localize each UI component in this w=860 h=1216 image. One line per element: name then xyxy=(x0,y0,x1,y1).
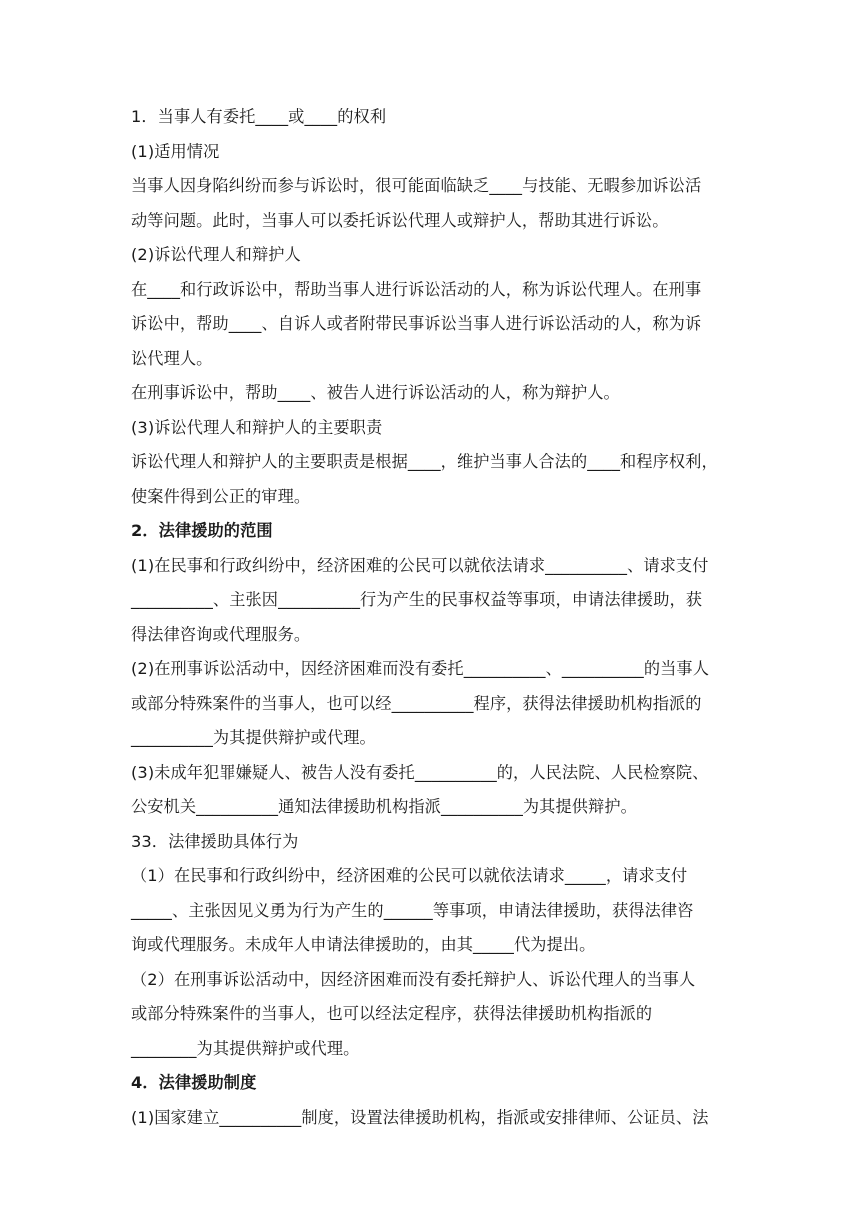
item-1-title: 1．当事人有委托____或____的权利 xyxy=(131,107,387,126)
subsection-1-1-heading: (1)适用情况 xyxy=(131,141,220,161)
paragraph-line: 询或代理服务。未成年人申请法律援助的，由其_____代为提出。 xyxy=(131,935,596,954)
paragraph-line: 讼代理人。 xyxy=(131,348,213,368)
paragraph-line: 动等问题。此时，当事人可以委托诉讼代理人或辩护人，帮助其进行诉讼。 xyxy=(131,210,669,230)
document-body xyxy=(131,100,737,1135)
paragraph-line: 或部分特殊案件的当事人，也可以经法定程序，获得法律援助机构指派的 xyxy=(131,1004,653,1023)
paragraph-line: (2)在刑事诉讼活动中，因经济困难而没有委托__________、__________的当事人 xyxy=(131,659,710,678)
paragraph-line: __________、主张因__________行为产生的民事权益等事项，申请法律援助，获 xyxy=(131,590,703,609)
paragraph-line: (1)国家建立__________制度，设置法律援助机构，指派或安排律师、公证员、法 xyxy=(131,1107,709,1127)
paragraph-line: __________为其提供辩护或代理。 xyxy=(131,728,376,747)
subsection-1-2-heading: (2)诉讼代理人和辩护人 xyxy=(131,245,301,264)
paragraph-line: 诉讼代理人和辩护人的主要职责是根据____，维护当事人合法的____和程序权利， xyxy=(131,452,718,471)
section-2-heading: 2．法律援助的范围 xyxy=(131,521,273,540)
paragraph-line: （2）在刑事诉讼活动中，因经济困难而没有委托辩护人、诉讼代理人的当事人 xyxy=(131,969,696,989)
section-4-heading: 4．法律援助制度 xyxy=(131,1073,257,1092)
paragraph-line: _____、主张因见义勇为行为产生的______等事项，申请法律援助，获得法律咨 xyxy=(131,900,694,920)
paragraph-line: (3)未成年犯罪嫌疑人、被告人没有委托__________的，人民法院、人民检察院、 xyxy=(131,762,709,782)
paragraph-line: 使案件得到公正的审理。 xyxy=(131,486,311,506)
paragraph-line: (1)在民事和行政纠纷中，经济困难的公民可以就依法请求__________、请求支付 xyxy=(131,555,709,575)
paragraph-line: 在刑事诉讼中，帮助____、被告人进行诉讼活动的人，称为辩护人。 xyxy=(131,383,620,402)
paragraph-line: 公安机关__________通知法律援助机构指派__________为其提供辩护。 xyxy=(131,797,637,816)
paragraph-line: 得法律咨询或代理服务。 xyxy=(131,624,311,644)
paragraph-line: （1）在民事和行政纠纷中，经济困难的公民可以就依法请求_____，请求支付 xyxy=(131,866,688,885)
paragraph-line: 在____和行政诉讼中，帮助当事人进行诉讼活动的人，称为诉讼代理人。在刑事 xyxy=(131,279,702,299)
paragraph-line: 或部分特殊案件的当事人，也可以经__________程序，获得法律援助机构指派的 xyxy=(131,693,702,713)
section-33-heading: 33．法律援助具体行为 xyxy=(131,831,299,851)
paragraph-line: ________为其提供辩护或代理。 xyxy=(131,1038,360,1058)
paragraph-line: 当事人因身陷纠纷而参与诉讼时，很可能面临缺乏____与技能、无暇参加诉讼活 xyxy=(131,176,702,195)
paragraph-line: 诉讼中，帮助____、自诉人或者附带民事诉讼当事人进行诉讼活动的人，称为诉 xyxy=(131,314,702,333)
subsection-1-3-heading: (3)诉讼代理人和辩护人的主要职责 xyxy=(131,417,383,437)
